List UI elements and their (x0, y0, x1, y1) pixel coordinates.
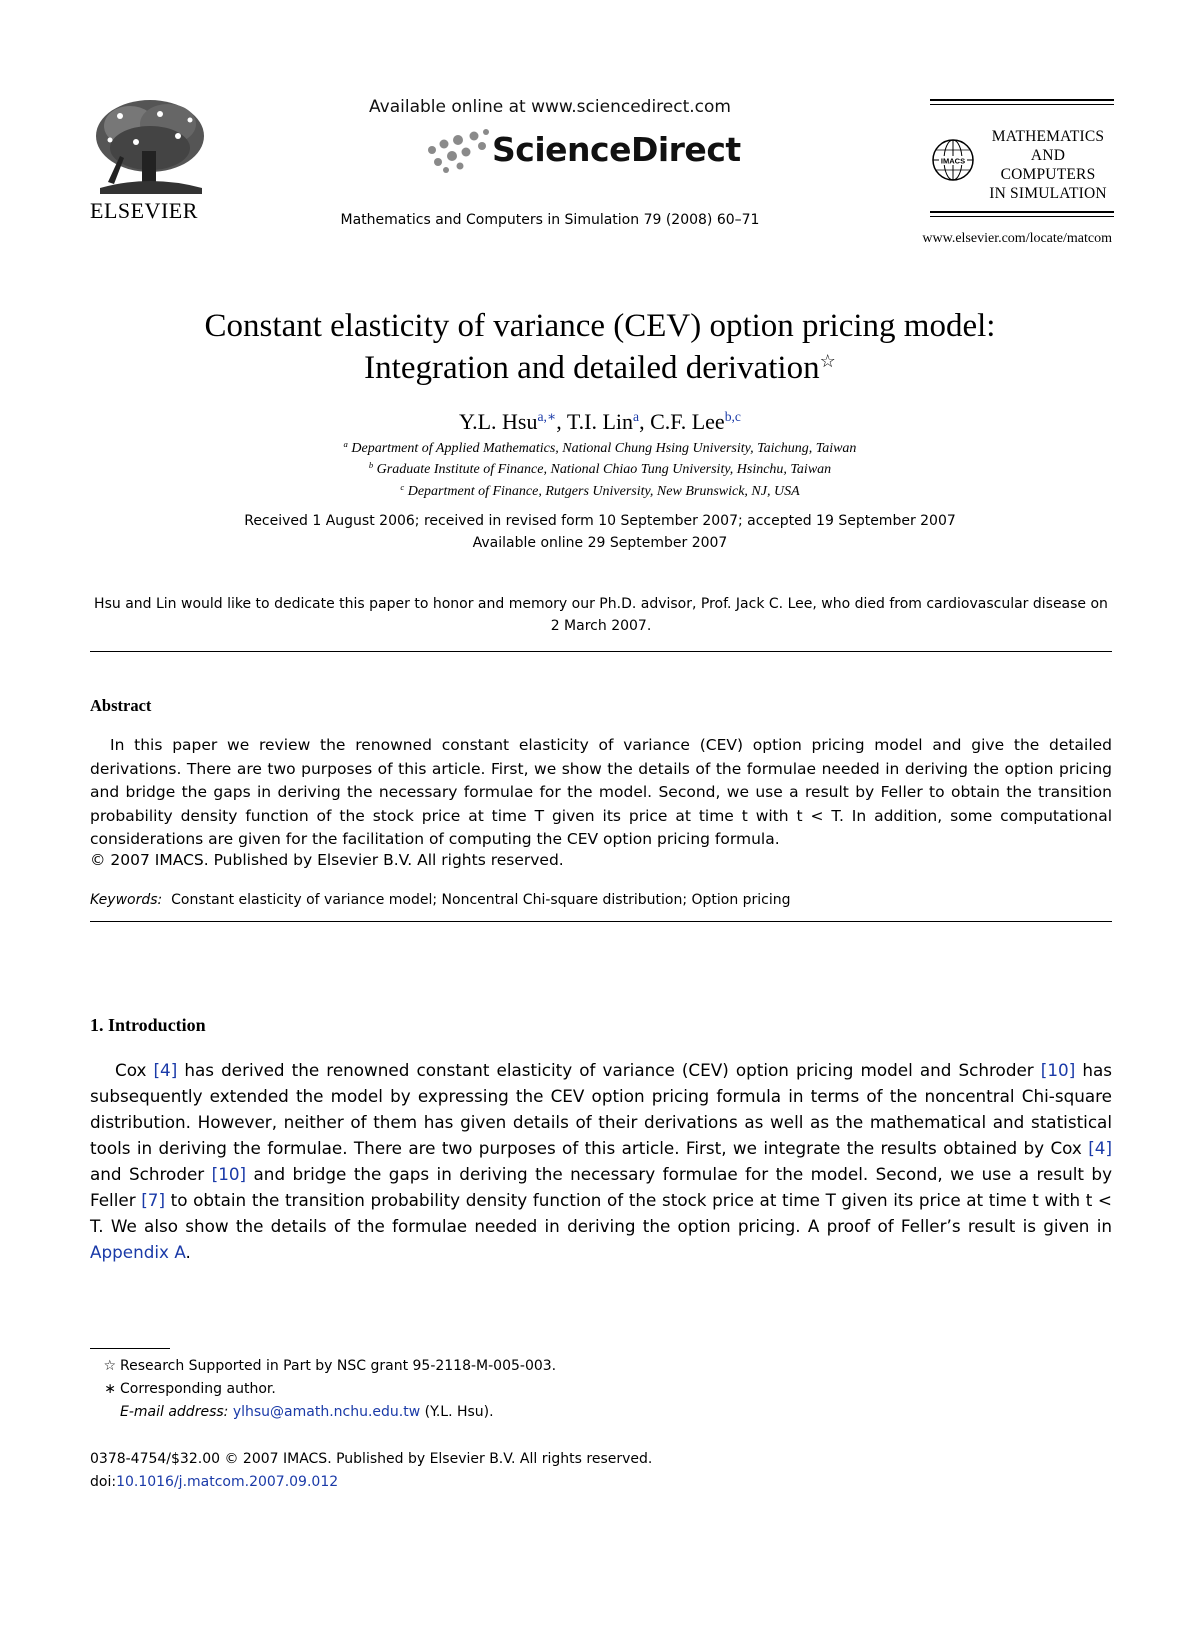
footnote-rule (90, 1348, 170, 1349)
author-name: C.F. Lee (650, 409, 725, 434)
title-footnote-star[interactable]: ☆ (819, 351, 836, 372)
author-separator: , (639, 409, 651, 434)
footnote (90, 1358, 556, 1374)
divider (90, 651, 1112, 652)
affiliation (80, 459, 1120, 478)
dedication: Hsu and Lin would like to dedicate this paper to honor and memory our Ph.D. advisor, Prof. Jack C. Lee, who died from cardiovascular disease on 2 March 2007. (94, 596, 1108, 634)
author-affil-mark[interactable]: b,c (724, 408, 741, 424)
appendix-link[interactable]: Appendix A (90, 1242, 186, 1262)
affiliation-mark: a (343, 438, 348, 449)
author-affil-mark[interactable]: a,∗ (537, 408, 557, 424)
footnote (90, 1381, 276, 1397)
divider (90, 921, 1112, 922)
author-name: T.I. Lin (566, 409, 633, 434)
footnote-mark: ∗ (104, 1381, 116, 1397)
author-list (80, 409, 1120, 435)
available-online-text: Available online at www.sciencedirect.com (369, 97, 731, 117)
section-body (90, 1057, 1112, 1265)
affiliation-text: Department of Applied Mathematics, National Chung Hsing University, Taichung, Taiwan (351, 441, 857, 456)
elsevier-logo (90, 96, 210, 224)
journal-title-line: MATHEMATICS (991, 128, 1105, 145)
journal-logo (930, 99, 1114, 202)
citation-link[interactable]: [4] (153, 1060, 178, 1080)
body-text: has derived the renowned constant elasticity of variance (CEV) option pricing model and Schroder (177, 1060, 1041, 1080)
issn-line: 0378-4754/$32.00 © 2007 IMACS. Published by Elsevier B.V. All rights reserved. (90, 1451, 653, 1467)
imacs-globe-icon (930, 137, 976, 183)
journal-title (982, 127, 1114, 203)
keywords-text: Constant elasticity of variance model; Noncentral Chi-square distribution; Option pricing (171, 892, 791, 908)
body-text: to obtain the transition probability density function of the stock price at time T given its price at time t with t < T. We also show the details of the formulae needed in deriving the option pricing. A proof of Feller’s result is given in (90, 1190, 1112, 1236)
doi-line (90, 1474, 338, 1490)
email-footnote (120, 1404, 494, 1420)
affiliation-text: Department of Finance, Rutgers University, New Brunswick, NJ, USA (407, 484, 800, 499)
author-separator: , (556, 409, 567, 434)
body-text: has subsequently extended the model by expressing the CEV option pricing formula in terms of the noncentral Chi-square distribution. However, neither of them has given details of their derivations as well as the mathematical and statistical tools in deriving the formulae. There are two purposes of this article. First, we integrate the results obtained by Cox (90, 1060, 1113, 1158)
email-owner: (Y.L. Hsu). (420, 1404, 494, 1420)
affiliation (80, 438, 1120, 457)
affiliation (80, 481, 1120, 500)
footnote-mark: ☆ (103, 1358, 116, 1374)
doi-label: doi: (90, 1474, 117, 1490)
footnote-text: Research Supported in Part by NSC grant 95-2118-M-005-003. (120, 1358, 557, 1374)
elsevier-tree-icon (90, 96, 210, 196)
title-line-2-text: Integration and detailed derivation (364, 350, 820, 386)
citation-link[interactable]: [4] (1088, 1138, 1112, 1158)
author-affil-mark[interactable]: a (633, 408, 640, 424)
section-heading: 1. Introduction (90, 1015, 206, 1035)
email-link[interactable]: ylhsu@amath.nchu.edu.tw (232, 1404, 421, 1420)
citation-link[interactable]: [10] (1040, 1060, 1076, 1080)
body-text: . (185, 1242, 191, 1262)
body-text: and Schroder (90, 1164, 212, 1184)
citation-link[interactable]: [7] (141, 1190, 166, 1210)
body-text: and bridge the gaps in deriving the necessary formulae for the model. Second, we use a result by Feller (90, 1164, 1112, 1210)
affiliation-mark: c (400, 481, 405, 492)
footnote-text: Corresponding author. (120, 1381, 276, 1397)
journal-url-link[interactable]: www.elsevier.com/locate/matcom (922, 231, 1112, 246)
affiliation-text: Graduate Institute of Finance, National Chiao Tung University, Hsinchu, Taiwan (376, 462, 832, 477)
abstract-heading: Abstract (90, 696, 152, 715)
received-dates: Received 1 August 2006; received in revised form 10 September 2007; accepted 19 September 2007 (244, 513, 956, 529)
journal-logo-top-rule (930, 99, 1114, 105)
body-text: Cox (115, 1060, 154, 1080)
journal-reference: Mathematics and Computers in Simulation 79 (2008) 60–71 (340, 212, 760, 228)
journal-title-line: AND (1030, 147, 1066, 164)
imacs-seal-text: IMACS (940, 156, 966, 166)
journal-logo-bottom-rule (930, 211, 1114, 217)
sciencedirect-brand: ScienceDirect (492, 130, 741, 169)
journal-title-line: IN SIMULATION (989, 185, 1107, 202)
title-line-1: Constant elasticity of variance (CEV) option pricing model: (204, 308, 996, 344)
email-label: E-mail address: (120, 1404, 229, 1420)
publisher-name: ELSEVIER (90, 198, 198, 223)
paper-title (80, 305, 1120, 389)
abstract-body: In this paper we review the renowned constant elasticity of variance (CEV) option pricing model and give the detailed derivations. There are two purposes of this article. First, we show the details of the formulae needed in deriving the option pricing and bridge the gaps in deriving the necessary formulae for the model. Second, we use a result by Feller to obtain the transition probability density function of the stock price at time T given its price at time t with t < T. In addition, some computational considerations are given for the facilitation of computing the CEV option pricing formula. (90, 736, 1112, 848)
available-date: Available online 29 September 2007 (472, 535, 728, 551)
title-line-2 (80, 347, 1120, 389)
abstract-copyright: © 2007 IMACS. Published by Elsevier B.V. All rights reserved. (90, 851, 564, 869)
affiliation-mark: b (368, 459, 374, 470)
keywords (90, 892, 791, 908)
keywords-label: Keywords: (90, 892, 163, 908)
citation-link[interactable]: [10] (211, 1164, 247, 1184)
author-name: Y.L. Hsu (459, 409, 538, 434)
doi-link[interactable]: 10.1016/j.matcom.2007.09.012 (116, 1474, 339, 1490)
journal-title-line: COMPUTERS (1000, 166, 1096, 183)
